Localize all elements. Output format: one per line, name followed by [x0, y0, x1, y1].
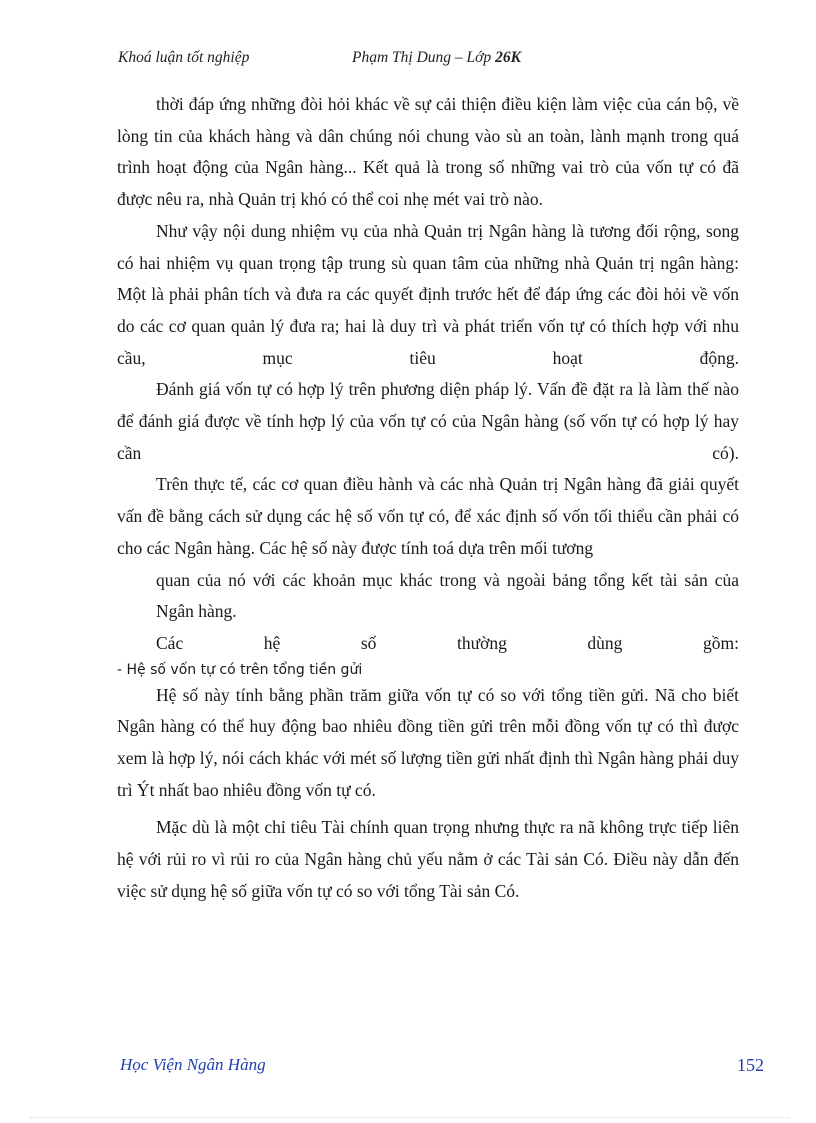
page-body — [117, 89, 739, 908]
author-name: Phạm Thị Dung – Lớp — [352, 49, 496, 66]
institution-name: Học Viện Ngân Hàng — [120, 1055, 266, 1074]
paragraph-5-text: quan của nó với các khoản mục khác trong và ngoài bảng tổng kết tài sản của Ngân hàng. — [156, 569, 739, 622]
paragraph-7: Hệ số này tính bằng phần trăm giữa vốn tự có so với tổng tiền gửi. Nã cho biết Ngân hàng có thể huy động bao nhiêu đồng tiền gửi trên mỗi đồng vốn tự có thì được xem là hợp lý, nói cách khác với mét số lượng tiền gửi nhất định thì Ngân hàng phải duy trì Ýt nhất bao nhiêu đồng vốn tự có. — [117, 684, 739, 800]
page-header — [118, 49, 758, 71]
paragraph-8: Mặc dù là một chỉ tiêu Tài chính quan trọng nhưng thực ra nã không trực tiếp liên hệ với rủi ro vì rủi ro của Ngân hàng chủ yếu nằm ở các Tài sản Có. Điều này dẫn đến việc sử dụng hệ số giữa vốn tự có so với tổng Tài sản Có. — [117, 817, 739, 901]
paragraph-2: Như vậy nội dung nhiệm vụ của nhà Quản trị Ngân hàng là tương đối rộng, song có hai nhiệm vụ quan trọng tập trung sù quan tâm của những nhà Quản trị ngân hàng: Một là phải phân tích và đưa ra các quyết định trước hết để đáp ứng các đòi hỏi về vốn do các cơ quan quản lý đưa ra; hai là duy trì và phát triển vốn tự có thích hợp với nhu cầu, mục tiêu hoạt động. — [117, 220, 739, 368]
paragraph-3: Đánh giá vốn tự có hợp lý trên phương diện pháp lý. Vấn đề đặt ra là làm thế nào để đánh giá được về tính hợp lý của vốn tự có của Ngân hàng (số vốn tự có hợp lý hay cần có). — [117, 379, 739, 463]
paragraph-4: Trên thực tế, các cơ quan điều hành và các nhà Quản trị Ngân hàng đã giải quyết vấn đề bằng cách sử dụng các hệ số vốn tự có, để xác định số vốn tối thiểu cần phải có cho các Ngân hàng. Các hệ số này được tính toá dựa trên mối tương — [117, 474, 739, 558]
paragraph-1: thời đáp ứng những đòi hỏi khác về sự cải thiện điều kiện làm việc của cán bộ, về lòng tin của khách hàng và dân chúng nói chung vào sù an toàn, lành mạnh trong quá trình hoạt động của Ngân hàng... Kết quả là trong số những vai trò của vốn tự có đã được nêu ra, nhà Quản trị khó có thể coi nhẹ mét vai trò nào. — [117, 94, 739, 210]
thesis-label: Khoá luận tốt nghiệp — [118, 49, 250, 66]
section-subheading: - Hệ số vốn tự có trên tổng tiền gửi — [117, 661, 363, 678]
class-code: 26K — [495, 49, 521, 66]
page-footer — [120, 1055, 768, 1079]
author-class — [352, 49, 521, 67]
paragraph-5 — [117, 565, 739, 628]
page-number: 152 — [737, 1055, 764, 1075]
paragraph-6: Các hệ số thường dùng gồm: — [156, 632, 739, 653]
bottom-divider — [30, 1117, 790, 1118]
